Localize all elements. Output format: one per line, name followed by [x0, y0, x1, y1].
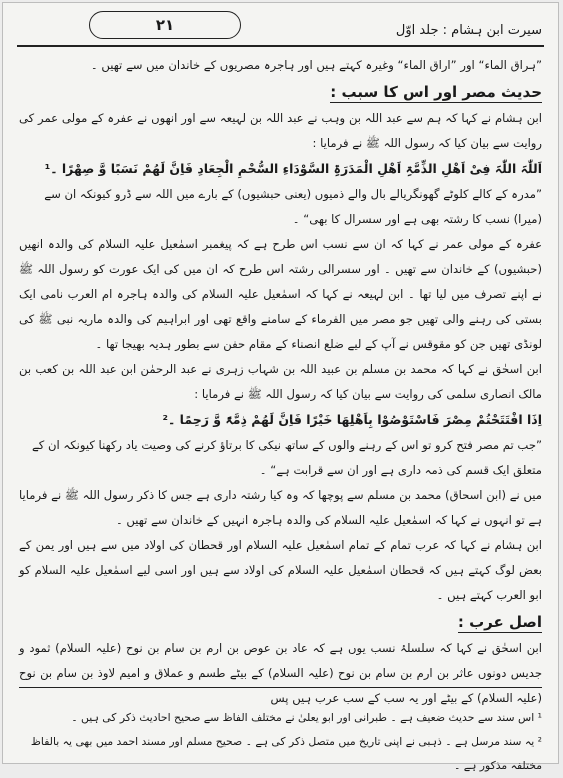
section-heading-hadith-misr	[19, 80, 542, 104]
paragraph: میں نے (ابن اسحاق) محمد بن مسلم سے پوچھا کہ وہ کیا رشتہ داری ہے جس کا ذکر رسول اللہ ﷺ نے فرمایا ہے تو انہوں نے کہا کہ اسمٰعیل علیہ السلام کی والدہ ہاجرہ انہیں کے خاندان سے تھیں ۔	[19, 488, 542, 527]
translation-quote: ”جب تم مصر فتح کرو تو اس کے رہنے والوں کے ساتھ نیکی کا برتاؤ کرنے کی وصیت یاد رکھنا کیونکہ ان کے متعلق ایک قسم کی ذمہ داری ہے اور ان سے قرابت ہے“ ۔	[32, 438, 542, 477]
book-page	[2, 2, 559, 772]
footnote: ² یہ سند مرسل ہے ۔ ذہبی نے اپنی تاریخ میں متصل ذکر کی ہے ۔ صحیح مسلم اور مسند احمد میں بھی یہ بالفاظ مختلفہ مذکور ہے ۔	[30, 735, 542, 772]
arabic-hadith: اِذَا افْتَتَحْتُمْ مِصْرَ فَاسْتَوْصُوْا بِاَھْلِھَا خَیْرًا فَاِنَّ لَھُمْ ذِمَّۃً وَّ رَحِمًا ۔²	[162, 412, 542, 427]
section-heading-label: حدیث مصر اور اس کا سبب :	[330, 83, 542, 101]
paragraph: ابن اسحٰق نے کہا کہ محمد بن مسلم بن عبید اللہ بن شہاب زہری نے عبد الرحمٰن ابن عبد اللہ بن کعب بن مالک انصاری سلمی کی روایت سے بیان کیا کہ رسول اللہ ﷺ نے فرمایا :	[19, 362, 542, 401]
page-number: ۲۱	[89, 11, 241, 39]
translation-quote: ”مدرہ کے کالے کلوٹے گھونگریالے بال والے ذمیوں (یعنی حبشیوں) کے بارے میں اللہ سے ڈرو کیونکہ ان سے (میرا) نسب کا رشتہ بھی ہے اور سسرال کا بھی“ ۔	[44, 187, 542, 226]
footnotes	[19, 687, 542, 778]
section-heading-asl-arab	[19, 610, 542, 634]
text-line: ”ہراق الماء“ اور ”اراق الماء“ وغیرہ کہتے ہیں اور ہاجرہ مصریوں کے خاندان میں سے تھیں ۔	[90, 58, 542, 72]
paragraph: ابن ہشام نے کہا کہ عرب تمام کے تمام اسمٰعیل علیہ السلام اور قحطان کی اولاد میں سے ہیں اور یمن کے بعض لوگ کہتے ہیں کہ قحطان اسمٰعیل علیہ السلام کی اولاد سے ہیں اور اسی لیے اسمٰعیل علیہ السلام کو ابو العرب کہتے ہیں ۔	[19, 538, 542, 602]
arabic-hadith: اَللّٰہَ اللّٰہَ فِیْ اَھْلِ الذِّمَّۃِ اَھْلِ الْمَدَرَۃِ السَّوْدَاءِ السُّحْمِ الْجِعَادِ فَاِنَّ لَھُمْ نَسَبًا وَّ صِھْرًا ۔¹	[44, 161, 542, 176]
footnote: ¹ اس سند سے حدیث ضعیف ہے ۔ طبرانی اور ابو یعلیٰ نے مختلف الفاظ سے صحیح احادیث ذکر کی ہیں ۔	[71, 711, 542, 724]
paragraph: ابن ہشام نے کہا کہ ہم سے عبد اللہ بن وہب نے عبد اللہ بن لہیعہ سے اور انھوں نے عفرہ کے مولی عمر کی روایت سے بیان کیا کہ رسول اللہ ﷺ نے فرمایا :	[19, 111, 542, 150]
page-header	[17, 9, 544, 47]
section-heading-label: اصل عرب :	[457, 613, 542, 631]
paragraph: ابن اسحٰق نے کہا کہ سلسلۂ نسب یوں ہے کہ عاد بن عوص بن ارم بن سام بن نوح (علیہ السلام) ثمود و جدیس دونوں عاثر بن ارم بن سام بن نوح (علیہ السلام) کے بیٹے طسم و عملاق و امیم لاوذ بن سام بن نوح (علیہ السلام) کے بیٹے اور یہ سب کے سب عرب ہیں پس	[19, 641, 542, 705]
running-title: سیرت ابن ہشام : جلد اوّل	[395, 23, 542, 38]
page-body	[19, 53, 542, 711]
paragraph: عفرہ کے مولی عمر نے کہا کہ ان سے نسب اس طرح ہے کہ پیغمبر اسمٰعیل علیہ السلام کی والدہ انھیں (حبشیوں) کے خاندان سے تھیں ۔ اور سسرالی رشتہ اس طرح کہ ان میں کی ایک عورت کو رسول اللہ ﷺ نے اپنے تصرف میں لیا تھا ۔ ابن لہیعہ نے کہا کہ اسمٰعیل علیہ السلام کی والدہ ہاجرہ ام العرب نامی ایک بستی کی رہنے والی تھیں جو مصر میں الفرماء کے سامنے واقع تھی اور ابراہیم کی والدہ ماریہ نبی ﷺ کی لونڈی تھیں جن کو مقوقس نے آپ کے لیے ضلع انصناء کے مقام حفن سے بطور ہدیہ بھیجا تھا ۔	[19, 237, 542, 351]
